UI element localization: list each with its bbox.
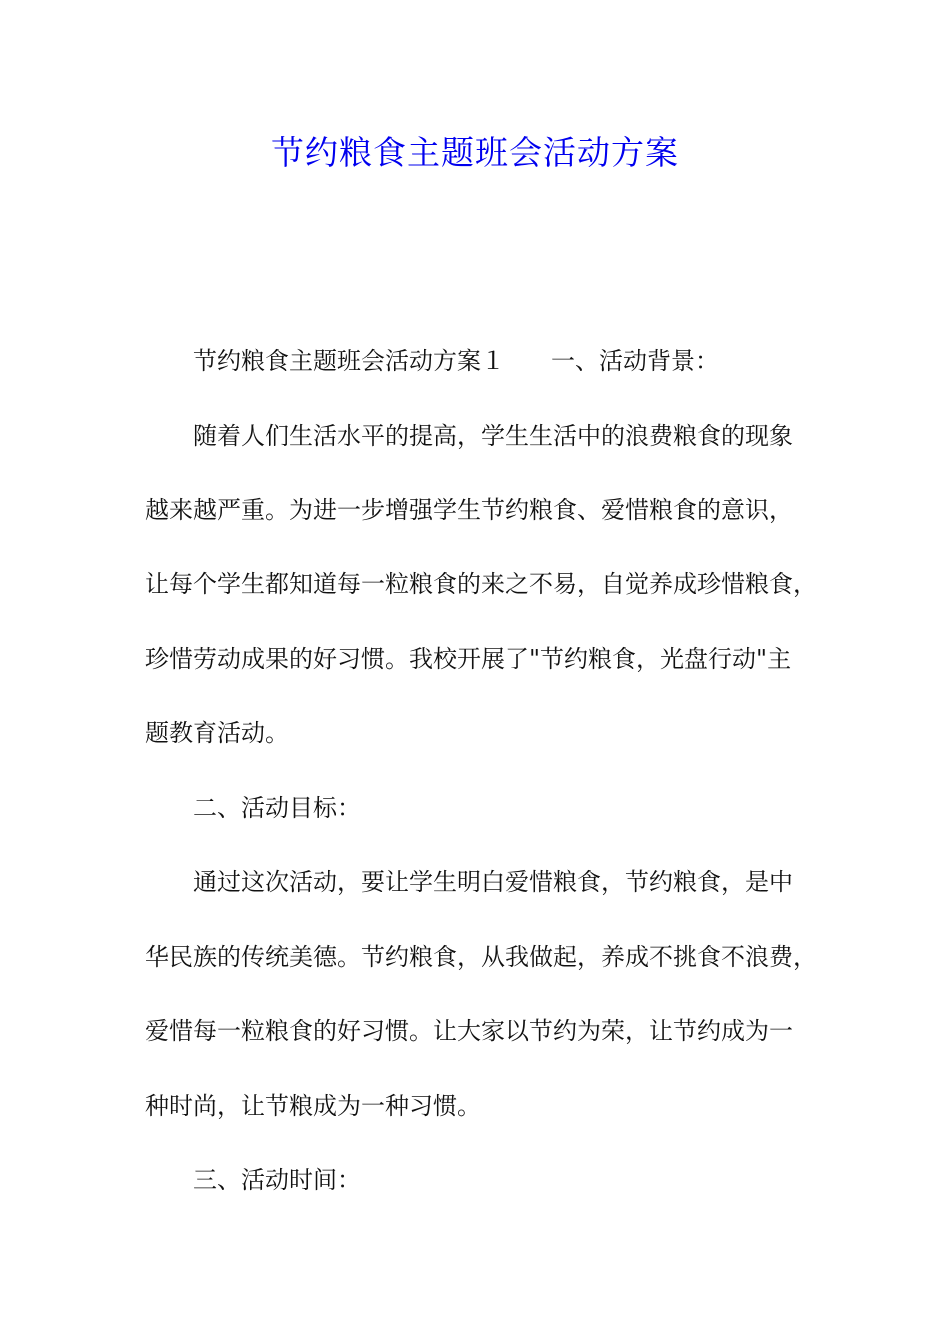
plan-subtitle: 节约粮食主题班会活动方案１ — [193, 347, 505, 375]
section-heading-background: 一、活动背景： — [551, 347, 719, 375]
paragraph-line: 爱惜每一粒粮食的好习惯。让大家以节约为荣，让节约成为一 — [145, 1017, 793, 1045]
section-heading-time: 三、活动时间： — [193, 1166, 361, 1194]
paragraph-line: 通过这次活动，要让学生明白爱惜粮食，节约粮食，是中 — [193, 868, 793, 896]
paragraph-line: 随着人们生活水平的提高，学生生活中的浪费粮食的现象 — [193, 422, 793, 450]
section-heading-goals: 二、活动目标： — [193, 794, 361, 822]
plan-heading-line — [193, 343, 863, 379]
paragraph-line: 珍惜劳动成果的好习惯。我校开展了"节约粮食，光盘行动"主 — [145, 645, 792, 673]
paragraph-line: 让每个学生都知道每一粒粮食的来之不易，自觉养成珍惜粮食， — [145, 570, 817, 598]
paragraph-line: 华民族的传统美德。节约粮食，从我做起，养成不挑食不浪费， — [145, 943, 817, 971]
document-title: 节约粮食主题班会活动方案 — [271, 133, 679, 172]
paragraph-line: 越来越严重。为进一步增强学生节约粮食、爱惜粮食的意识， — [145, 496, 793, 524]
paragraph-line: 题教育活动。 — [145, 719, 289, 747]
paragraph-line: 种时尚，让节粮成为一种习惯。 — [145, 1092, 481, 1120]
